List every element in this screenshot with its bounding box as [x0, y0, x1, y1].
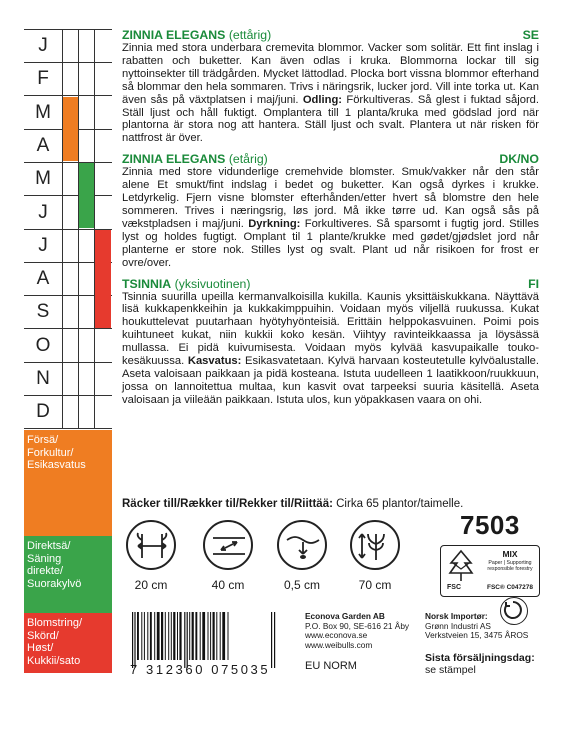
month-cell: [62, 229, 79, 262]
section-se: [122, 29, 539, 145]
barcode-bar: [134, 612, 135, 668]
month-row: [24, 196, 112, 230]
section-heading: [122, 29, 539, 42]
legend-sow-direct: [24, 536, 112, 613]
species-name: ZINNIA ELEGANS: [122, 152, 226, 167]
legend-line: Skörd/: [27, 629, 59, 642]
month-letter: J: [38, 35, 48, 56]
barcode-bar: [213, 612, 215, 660]
month-letter: S: [36, 301, 50, 323]
importer-name: Grønn Industri AS: [425, 620, 491, 631]
month-cell: [62, 196, 79, 229]
month-cell: [94, 129, 113, 162]
species-name: TSINNIA: [122, 276, 172, 291]
address-line: Verkstveien 15, 3475 ÅROS: [425, 630, 529, 640]
month-cell: [78, 96, 95, 129]
sowing-depth-label: 0,5 cm: [283, 578, 320, 592]
text-intro: Zinnia med stora underbara cremevita blommor. Vacker som solitär. Ett fint inslag i rabatten och buketter. Kan även odlas i kruka. Blommorna lockar till sig nyttoinsekter till trädgården. Mycket lättodlad. Plocka bort vissna blommor efterhand så blommar den hela sommaren. Trivs i näringsrik, lucker jord. Vill inte torka ut. Kan även sås på växtplatsen i maj/juni.: [122, 42, 539, 106]
barcode-bar: [187, 612, 188, 668]
month-row: [24, 395, 112, 429]
barcode-bar: [210, 612, 211, 660]
producer-address: [305, 612, 409, 650]
legend-line: Esikasvatus: [27, 459, 86, 471]
month-cell: [62, 29, 79, 62]
barcode-bar: [228, 612, 229, 660]
barcode-bar: [161, 612, 163, 660]
last-sale-label: Sista försäljningsdag:: [425, 652, 535, 664]
legend-line: Blomstring/: [27, 617, 83, 629]
barcode-bar: [220, 612, 221, 660]
plant-spacing-label: 20 cm: [134, 578, 168, 592]
month-letter: O: [35, 334, 51, 356]
month-cell: [78, 295, 95, 328]
language-code: SE: [522, 28, 539, 42]
month-letter: M: [35, 101, 51, 123]
article-number: 7503: [460, 510, 520, 540]
barcode-bar: [200, 612, 201, 660]
legend-line: Forkultur/: [27, 446, 74, 459]
month-cell: [62, 162, 79, 195]
description-column: [122, 29, 539, 415]
barcode-bar: [195, 612, 197, 660]
barcode-bar: [192, 612, 194, 660]
sowing-depth-icon: [277, 520, 327, 570]
barcode-bar: [173, 612, 175, 660]
bloom-bar: [95, 230, 111, 328]
barcode-bar: [147, 612, 148, 660]
species-sub: (yksivuotinen): [174, 276, 251, 291]
last-sale-value: se stämpel: [425, 664, 476, 676]
species-sub: (ettårig): [228, 28, 272, 42]
barcode-bar: [189, 612, 190, 660]
legend-line: Försä/: [27, 434, 59, 446]
legend-line: Høst/: [27, 642, 54, 654]
text-keyword: Odling:: [302, 93, 343, 106]
barcode-bar: [177, 612, 178, 660]
barcode-bar: [179, 612, 181, 660]
month-cell: [94, 196, 113, 229]
plant-height-label: 70 cm: [358, 578, 392, 592]
barcode-bar: [157, 612, 160, 660]
month-cell: [62, 295, 79, 328]
month-cell: [78, 229, 95, 262]
section-text: [122, 291, 539, 407]
month-letter: J: [38, 201, 48, 223]
address-line: P.O. Box 90, SE-616 21 Åby: [305, 620, 410, 631]
text-instructions: Forkultiveres. Så sparsomt i fugtig jord. Stilles lyst og holdes fugtigt. Omplant til 1 plante/krukke med gødet/gjødslet jord når planterne er store nok. Stilles lyst og svalt. Plant ud når risikoen for frost er ovre/over.: [122, 217, 540, 269]
text-keyword: Dyrkning:: [248, 217, 301, 230]
month-cell: [78, 329, 95, 362]
month-cell: [62, 395, 79, 428]
yield-line: [122, 498, 463, 510]
month-cell: [78, 262, 95, 295]
section-fi: [122, 278, 539, 407]
month-cell: [78, 29, 95, 62]
language-code: FI: [528, 276, 539, 291]
barcode-bar: [168, 612, 169, 660]
text-instructions: Esikasvatetaan. Kylvä harvaan kosteutetulle kylvöalustalle. Aseta valoisaan paikkaan ja pidä kosteana. Istuta uudelleen 1 laatikkoon/ruukkuun, jossa on lannoitettua multaa, kun kasvit ovat tarpeeksi suuria käsitellä. Aseta valoisaan ja viileään paikkaan. Istuta ulos, kun yöpakkasen vaara on ohi.: [122, 355, 540, 406]
month-cell: [94, 395, 113, 428]
sowing-calendar: [24, 29, 112, 673]
legend-bloom: [24, 613, 112, 673]
month-cell: [78, 62, 95, 95]
barcode-bar: [150, 612, 152, 660]
month-cell: [62, 262, 79, 295]
barcode-bar: [141, 612, 142, 660]
month-cell: [94, 162, 113, 195]
month-cell: [78, 362, 95, 395]
legend-line: Suorakylvö: [27, 577, 82, 590]
sow-direct-bar: [79, 163, 94, 228]
month-row: [24, 29, 112, 63]
month-cell: [94, 62, 113, 95]
barcode-bar: [202, 612, 205, 660]
fsc-text-line: responsible forestry: [487, 566, 533, 572]
last-sale-date: [425, 652, 535, 676]
legend-line: Direktsä/: [27, 540, 71, 552]
sow-indoor-bar: [63, 97, 78, 162]
month-cell: [62, 62, 79, 95]
fsc-mix: MIX: [502, 549, 518, 559]
row-spacing-icon: [203, 520, 253, 570]
month-letter: N: [36, 368, 50, 389]
eu-norm: EU NORM: [305, 660, 357, 672]
month-row: [24, 162, 112, 196]
fsc-text-line: Paper | Supporting: [488, 560, 532, 566]
month-cell: [78, 395, 95, 428]
producer-name: Econova Garden AB: [305, 611, 385, 621]
plant-height-icon: [350, 520, 400, 570]
barcode-bar: [208, 612, 209, 660]
text-keyword: Kasvatus:: [187, 355, 242, 368]
month-cell: [62, 362, 79, 395]
month-row: [24, 329, 112, 363]
fsc-code: FSC® C047278: [487, 584, 533, 591]
month-cell: [94, 329, 113, 362]
yield-label: Räcker till/Rækker til/Rekker til/Riittää:: [122, 498, 333, 510]
month-cell: [94, 29, 113, 62]
plant-spacing-icon: [126, 520, 176, 570]
barcode-bar: [144, 612, 145, 660]
legend-sow-indoor: [24, 430, 112, 536]
website-line: www.weibulls.com: [305, 639, 373, 650]
importer-heading: Norsk Importør:: [425, 611, 488, 621]
language-code: DK/NO: [499, 152, 539, 167]
text-intro: Zinnia med store vidunderlige cremehvide blomster. Smuk/vakker når den står alene Et smukt/fint indslag i bedet og buketter. Kan også dyrkes i krukke. Letdyrkelig. Fjern visne blomster efterhånden/etter hvert så blomstre den hele sommeren. Trives i næringsrig, løs jord. Må ikke tørre ud. Kan også sås på vækstpladsen i maj/juni.: [122, 166, 539, 230]
species-sub: (etårig): [228, 152, 268, 167]
legend-line: Säning: [27, 552, 62, 565]
fsc-text: [481, 560, 539, 572]
month-cell: [62, 329, 79, 362]
section-heading: [122, 278, 539, 291]
fsc-tree-icon: [447, 549, 475, 585]
barcode-bar: [132, 612, 133, 668]
barcode-bar: [184, 612, 185, 668]
barcode-bar: [271, 612, 272, 668]
legend-line: direkte/: [27, 565, 64, 577]
barcode-bar: [154, 612, 155, 660]
section-text: [122, 42, 539, 145]
website-line: www.econova.se: [305, 630, 368, 640]
month-letter: D: [36, 401, 50, 423]
barcode-bar: [165, 612, 166, 660]
month-cell: [94, 362, 113, 395]
barcode-number: 7 312360 075035: [130, 662, 271, 677]
month-cell: [94, 96, 113, 129]
barcode-bar: [222, 612, 225, 660]
barcode-bar: [274, 612, 275, 668]
text-instructions: Förkultiveras. Så glest i fuktad såjord. Ställ ljust och håll fuktigt. Omplantera till 1 planta/kruka med gödslad jord när plantorna är stora nog att hantera. Ställ ljust och svalt. Plantera ut när risken för nattfrost är över.: [122, 93, 540, 145]
section-heading: [122, 153, 539, 166]
barcode-bar: [216, 612, 217, 660]
month-cell: [78, 129, 95, 162]
month-letter: M: [35, 168, 51, 190]
barcode-bar: [171, 612, 172, 660]
text-intro: Tsinnia suurilla upeilla kermanvalkoisilla kukilla. Kaunis yksittäiskukkana. Näyttävä lisä kukkapenkkeihin ja kukkakimppuihin. Voidaan myös viljellä ruukussa. Kukat houkuttelevat puutarhaan hyötyhyönteisiä. Erittäin helppokasvuinen. Poimi pois kuihtuneet kukat, niin kukkii koko kesän. Viihtyy ravinteikkaassa ja löysässä mullassa. Ei pidä kuivumisesta. Voidaan myös kylvää kasvupaikalle touko-kesäkuussa.: [122, 290, 539, 368]
fsc-badge: [440, 545, 540, 597]
month-row: [24, 362, 112, 396]
row-spacing-label: 40 cm: [211, 578, 245, 592]
yield-value: Cirka 65 plantor/taimelle.: [336, 498, 464, 510]
fsc-brand: FSC: [447, 584, 461, 591]
month-letter: F: [37, 68, 49, 90]
month-letter: A: [36, 268, 50, 290]
recycle-icon: [500, 597, 528, 625]
month-row: [24, 62, 112, 96]
barcode-bar: [137, 612, 139, 660]
species-name: ZINNIA ELEGANS: [122, 28, 226, 42]
month-letter: A: [36, 134, 50, 156]
section-text: [122, 166, 539, 269]
section-dk-no: [122, 153, 539, 269]
legend-line: Kukkii/sato: [27, 654, 81, 667]
month-letter: J: [38, 234, 48, 256]
